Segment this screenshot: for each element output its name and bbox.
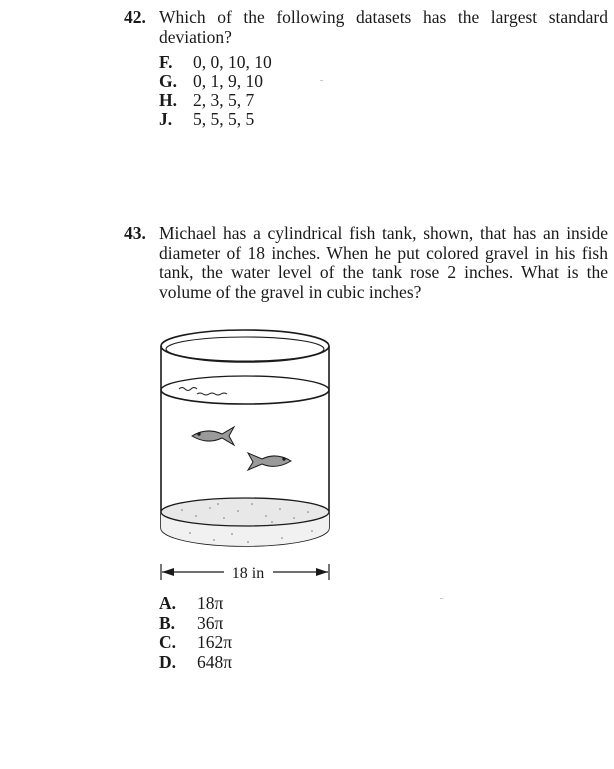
choice-letter: G. <box>159 71 177 91</box>
answer-choice-d[interactable] <box>159 653 232 673</box>
choice-text: 2, 3, 5, 7 <box>193 90 255 110</box>
choice-text: 5, 5, 5, 5 <box>193 109 255 129</box>
question-number: 43. <box>124 223 146 243</box>
water-surface-icon <box>161 376 329 404</box>
question-stem: Michael has a cylindrical fish tank, shown, that has an inside diameter of 18 inches. When he put colored gravel in his fish tank, the water level of the tank rose 2 inches. What is the volume of the gravel in cubic inches? <box>159 223 608 302</box>
answer-choice-f[interactable] <box>159 53 608 72</box>
answer-choices <box>159 53 608 129</box>
choice-letter: F. <box>159 52 173 72</box>
choice-letter: B. <box>159 612 176 633</box>
question-42 <box>124 8 608 129</box>
question-stem: Which of the following datasets has the largest standard deviation? <box>159 7 608 47</box>
fish-icon <box>192 427 234 445</box>
choice-letter: J. <box>159 109 173 129</box>
choice-letter: H. <box>159 90 177 110</box>
choice-text: 0, 0, 10, 10 <box>193 52 272 72</box>
gravel-icon <box>161 498 329 546</box>
choice-text: 162π <box>197 632 233 652</box>
choice-letter: C. <box>159 632 177 652</box>
choice-text: 648π <box>197 651 233 672</box>
answer-choice-a[interactable] <box>159 594 232 614</box>
answer-choices <box>159 594 232 672</box>
question-43 <box>124 224 608 302</box>
answer-choice-c[interactable] <box>159 633 232 653</box>
answer-choice-h[interactable] <box>159 91 608 110</box>
choice-text: 0, 1, 9, 10 <box>193 71 263 91</box>
choice-text: 18π <box>197 593 224 613</box>
dimension-label: 18 in <box>231 565 265 582</box>
choice-letter: A. <box>159 593 177 613</box>
fish-icon <box>248 453 291 470</box>
answer-choice-b[interactable] <box>159 614 232 634</box>
scan-speck <box>440 598 443 599</box>
answer-choice-g[interactable] <box>159 72 608 91</box>
choice-letter: D. <box>159 651 177 672</box>
fish-tank-figure <box>152 328 342 584</box>
scan-speck <box>320 80 323 81</box>
answer-choice-j[interactable] <box>159 110 608 129</box>
choice-text: 36π <box>197 612 224 633</box>
question-number: 42. <box>124 7 146 27</box>
